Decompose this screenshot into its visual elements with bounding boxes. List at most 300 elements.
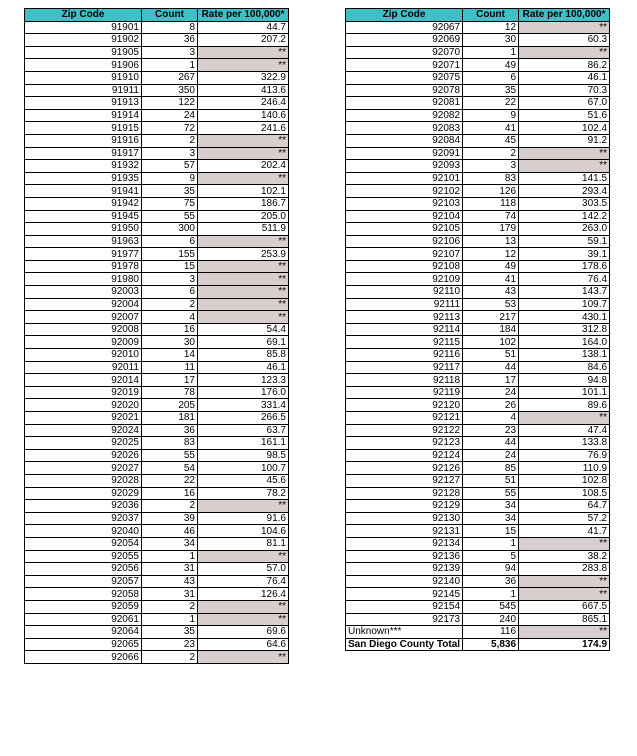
table-row xyxy=(346,437,610,450)
table-row xyxy=(25,122,289,135)
table-row xyxy=(346,197,610,210)
zip-code-cell: 91978 xyxy=(25,260,142,273)
count-cell: 54 xyxy=(142,462,198,475)
table-row xyxy=(25,84,289,97)
rate-cell: 205.0 xyxy=(198,210,289,223)
zip-code-cell: 92173 xyxy=(346,613,463,626)
count-cell: 184 xyxy=(463,323,519,336)
zip-code-cell: 92014 xyxy=(25,374,142,387)
count-cell: 36 xyxy=(142,424,198,437)
table-footer xyxy=(346,626,610,651)
table-row xyxy=(346,462,610,475)
count-cell: 85 xyxy=(463,462,519,475)
count-cell: 3 xyxy=(142,273,198,286)
zip-code-cell: 92122 xyxy=(346,424,463,437)
table-row xyxy=(25,550,289,563)
zip-code-cell: 92020 xyxy=(25,399,142,412)
count-cell: 545 xyxy=(463,600,519,613)
zip-code-cell: 92108 xyxy=(346,260,463,273)
count-header: Count xyxy=(142,9,198,22)
count-cell: 4 xyxy=(142,311,198,324)
rate-cell: 91.2 xyxy=(519,134,610,147)
zip-code-cell: 92058 xyxy=(25,588,142,601)
rate-cell: 102.8 xyxy=(519,474,610,487)
table-row xyxy=(25,260,289,273)
count-cell: 41 xyxy=(463,273,519,286)
zip-code-cell: 92140 xyxy=(346,575,463,588)
count-cell: 300 xyxy=(142,223,198,236)
rate-cell: 101.1 xyxy=(519,386,610,399)
rate-cell: 430.1 xyxy=(519,311,610,324)
table-row xyxy=(346,512,610,525)
zip-code-cell: 91913 xyxy=(25,97,142,110)
rate-cell: 178.6 xyxy=(519,260,610,273)
zip-code-cell: 92026 xyxy=(25,449,142,462)
count-cell: 36 xyxy=(142,34,198,47)
count-cell: 8 xyxy=(142,21,198,34)
count-cell: 45 xyxy=(463,134,519,147)
count-cell: 78 xyxy=(142,386,198,399)
count-cell: 24 xyxy=(463,386,519,399)
rate-cell: 64.7 xyxy=(519,500,610,513)
zip-code-cell: 92127 xyxy=(346,474,463,487)
zip-code-cell: 91977 xyxy=(25,248,142,261)
zip-code-cell: 92119 xyxy=(346,386,463,399)
rate-cell: 94.8 xyxy=(519,374,610,387)
table-row xyxy=(25,97,289,110)
zip-code-cell: 92004 xyxy=(25,298,142,311)
zip-code-cell: 92130 xyxy=(346,512,463,525)
zip-code-cell: 92021 xyxy=(25,412,142,425)
rate-cell: ** xyxy=(198,311,289,324)
count-cell: 3 xyxy=(142,147,198,160)
header-row xyxy=(346,9,610,22)
count-cell: 83 xyxy=(142,437,198,450)
zip-code-cell: 92136 xyxy=(346,550,463,563)
table-row xyxy=(25,575,289,588)
count-cell: 1 xyxy=(142,550,198,563)
header-row xyxy=(25,9,289,22)
zip-code-cell: 92075 xyxy=(346,71,463,84)
zip-code-cell: 92010 xyxy=(25,349,142,362)
table-row xyxy=(25,487,289,500)
zip-table-right xyxy=(345,8,610,651)
zip-code-cell: 92091 xyxy=(346,147,463,160)
zip-code-cell: 91916 xyxy=(25,134,142,147)
rate-cell: 98.5 xyxy=(198,449,289,462)
zip-code-cell: 92081 xyxy=(346,97,463,110)
table-row xyxy=(346,474,610,487)
zip-code-cell: 92065 xyxy=(25,638,142,651)
rate-cell: 38.2 xyxy=(519,550,610,563)
count-cell: 15 xyxy=(463,525,519,538)
rate-cell: 322.9 xyxy=(198,71,289,84)
table-row xyxy=(346,71,610,84)
table-row xyxy=(346,134,610,147)
count-cell: 2 xyxy=(142,600,198,613)
zip-code-cell: 92109 xyxy=(346,273,463,286)
count-cell: 35 xyxy=(463,84,519,97)
count-cell: 16 xyxy=(142,323,198,336)
table-row xyxy=(25,525,289,538)
rate-cell: ** xyxy=(198,273,289,286)
count-cell: 1 xyxy=(463,537,519,550)
count-cell: 1 xyxy=(463,46,519,59)
table-row xyxy=(346,323,610,336)
zip-code-cell: 92078 xyxy=(346,84,463,97)
count-cell: 23 xyxy=(463,424,519,437)
table-row xyxy=(346,122,610,135)
count-cell: 1 xyxy=(142,59,198,72)
zip-code-cell: 92116 xyxy=(346,349,463,362)
count-cell: 2 xyxy=(142,651,198,664)
table-row xyxy=(346,349,610,362)
rate-cell: ** xyxy=(198,613,289,626)
count-cell: 205 xyxy=(142,399,198,412)
zip-code-cell: 92101 xyxy=(346,172,463,185)
table-row xyxy=(346,210,610,223)
rate-cell: 108.5 xyxy=(519,487,610,500)
zip-code-cell: 92102 xyxy=(346,185,463,198)
count-cell: 26 xyxy=(463,399,519,412)
table-row xyxy=(346,575,610,588)
table-row xyxy=(25,424,289,437)
count-cell: 17 xyxy=(463,374,519,387)
table-row xyxy=(346,374,610,387)
count-cell: 31 xyxy=(142,588,198,601)
rate-cell: 47.4 xyxy=(519,424,610,437)
zip-code-cell: 92111 xyxy=(346,298,463,311)
zip-code-cell: 92131 xyxy=(346,525,463,538)
rate-cell: 102.1 xyxy=(198,185,289,198)
zip-code-cell: 92040 xyxy=(25,525,142,538)
rate-cell: 186.7 xyxy=(198,197,289,210)
zip-code-cell: 92121 xyxy=(346,412,463,425)
rate-cell: 207.2 xyxy=(198,34,289,47)
table-row xyxy=(346,386,610,399)
rate-cell: 67.0 xyxy=(519,97,610,110)
zip-code-cell: 92069 xyxy=(346,34,463,47)
rate-cell: ** xyxy=(519,21,610,34)
table-row xyxy=(346,235,610,248)
zip-code-cell: 92145 xyxy=(346,588,463,601)
count-cell: 49 xyxy=(463,260,519,273)
table-row xyxy=(346,588,610,601)
zip-code-cell: 92134 xyxy=(346,537,463,550)
rate-cell: 84.6 xyxy=(519,361,610,374)
table-row xyxy=(346,59,610,72)
rate-cell: 142.2 xyxy=(519,210,610,223)
zip-code-cell: 92084 xyxy=(346,134,463,147)
table-row xyxy=(346,260,610,273)
table-row xyxy=(346,412,610,425)
table-row xyxy=(346,424,610,437)
table-body xyxy=(346,21,610,626)
count-cell: 44 xyxy=(463,361,519,374)
table-row xyxy=(346,399,610,412)
zip-code-cell: 92011 xyxy=(25,361,142,374)
rate-cell: 109.7 xyxy=(519,298,610,311)
count-cell: 43 xyxy=(142,575,198,588)
rate-cell: 161.1 xyxy=(198,437,289,450)
rate-cell: ** xyxy=(519,588,610,601)
zip-code-cell: 92114 xyxy=(346,323,463,336)
zip-code-cell: 92071 xyxy=(346,59,463,72)
rate-cell: 76.4 xyxy=(198,575,289,588)
count-cell: 181 xyxy=(142,412,198,425)
zip-code-cell: 92104 xyxy=(346,210,463,223)
count-cell: 31 xyxy=(142,563,198,576)
zip-code-cell: 92118 xyxy=(346,374,463,387)
rate-cell: 63.7 xyxy=(198,424,289,437)
table-row xyxy=(25,210,289,223)
zip-code-cell: 92007 xyxy=(25,311,142,324)
table-row xyxy=(25,474,289,487)
table-row xyxy=(346,172,610,185)
zip-code-cell: 91914 xyxy=(25,109,142,122)
table-row xyxy=(25,512,289,525)
rate-cell: 511.9 xyxy=(198,223,289,236)
rate-header: Rate per 100,000* xyxy=(198,9,289,22)
table-row xyxy=(346,449,610,462)
rate-cell: ** xyxy=(519,626,610,639)
rate-cell: 241.6 xyxy=(198,122,289,135)
count-cell: 30 xyxy=(142,336,198,349)
rate-cell: 91.6 xyxy=(198,512,289,525)
rate-cell: ** xyxy=(198,286,289,299)
rate-cell: 60.3 xyxy=(519,34,610,47)
count-cell: 126 xyxy=(463,185,519,198)
table-row xyxy=(346,46,610,59)
zip-code-cell: 92083 xyxy=(346,122,463,135)
rate-cell: 85.8 xyxy=(198,349,289,362)
count-cell: 267 xyxy=(142,71,198,84)
rate-cell: 100.7 xyxy=(198,462,289,475)
count-cell: 46 xyxy=(142,525,198,538)
count-cell: 9 xyxy=(463,109,519,122)
count-cell: 11 xyxy=(142,361,198,374)
rate-cell: 413.6 xyxy=(198,84,289,97)
count-header: Count xyxy=(463,9,519,22)
rate-cell: ** xyxy=(198,500,289,513)
zip-code-cell: 92070 xyxy=(346,46,463,59)
zip-code-cell: 92027 xyxy=(25,462,142,475)
count-cell: 155 xyxy=(142,248,198,261)
count-cell: 6 xyxy=(142,235,198,248)
count-cell: 49 xyxy=(463,59,519,72)
rate-cell: ** xyxy=(198,235,289,248)
count-cell: 43 xyxy=(463,286,519,299)
rate-cell: ** xyxy=(198,46,289,59)
rate-cell: 141.5 xyxy=(519,172,610,185)
count-cell: 14 xyxy=(142,349,198,362)
rate-cell: 39.1 xyxy=(519,248,610,261)
count-cell: 34 xyxy=(463,500,519,513)
table-row xyxy=(25,160,289,173)
table-row xyxy=(25,59,289,72)
count-cell: 3 xyxy=(463,160,519,173)
zip-code-cell: 92067 xyxy=(346,21,463,34)
zip-code-cell: 92024 xyxy=(25,424,142,437)
zip-code-cell: 92056 xyxy=(25,563,142,576)
table-row xyxy=(346,34,610,47)
zip-code-cell: 91901 xyxy=(25,21,142,34)
count-cell: 35 xyxy=(142,185,198,198)
rate-cell: 102.4 xyxy=(519,122,610,135)
table-row xyxy=(346,223,610,236)
count-cell: 118 xyxy=(463,197,519,210)
rate-cell: 246.4 xyxy=(198,97,289,110)
table-row xyxy=(25,600,289,613)
rate-cell: 76.4 xyxy=(519,273,610,286)
count-cell: 2 xyxy=(142,298,198,311)
count-cell: 2 xyxy=(142,500,198,513)
rate-cell: ** xyxy=(198,260,289,273)
rate-cell: ** xyxy=(198,172,289,185)
zip-code-cell: 91905 xyxy=(25,46,142,59)
rate-cell: 174.9 xyxy=(519,638,610,651)
count-cell: 6 xyxy=(463,71,519,84)
table-row xyxy=(25,588,289,601)
rate-cell: 57.0 xyxy=(198,563,289,576)
rate-cell: 123.3 xyxy=(198,374,289,387)
table-row xyxy=(346,97,610,110)
rate-cell: ** xyxy=(198,147,289,160)
zip-code-cell: 92036 xyxy=(25,500,142,513)
table-row xyxy=(346,487,610,500)
zip-code-cell: 92028 xyxy=(25,474,142,487)
rate-cell: 44.7 xyxy=(198,21,289,34)
count-cell: 1 xyxy=(142,613,198,626)
zip-code-cell: 92054 xyxy=(25,537,142,550)
rate-cell: 69.1 xyxy=(198,336,289,349)
count-cell: 9 xyxy=(142,172,198,185)
count-cell: 57 xyxy=(142,160,198,173)
rate-cell: 86.2 xyxy=(519,59,610,72)
rate-cell: ** xyxy=(198,550,289,563)
zip-code-cell: 91917 xyxy=(25,147,142,160)
rate-cell: 110.9 xyxy=(519,462,610,475)
rate-cell: ** xyxy=(519,160,610,173)
rate-cell: 138.1 xyxy=(519,349,610,362)
table-row xyxy=(25,374,289,387)
rate-cell: 81.1 xyxy=(198,537,289,550)
count-cell: 5,836 xyxy=(463,638,519,651)
rate-cell: 202.4 xyxy=(198,160,289,173)
table-row xyxy=(25,235,289,248)
total-row xyxy=(346,638,610,651)
count-cell: 217 xyxy=(463,311,519,324)
table-row xyxy=(25,361,289,374)
rate-cell: 51.6 xyxy=(519,109,610,122)
table-row xyxy=(25,273,289,286)
table-row xyxy=(25,437,289,450)
table-row xyxy=(346,537,610,550)
rate-cell: 59.1 xyxy=(519,235,610,248)
table-row xyxy=(25,563,289,576)
table-row xyxy=(25,462,289,475)
table-row xyxy=(25,71,289,84)
zip-code-cell: 92093 xyxy=(346,160,463,173)
count-cell: 22 xyxy=(463,97,519,110)
zip-code-cell: 92055 xyxy=(25,550,142,563)
table-row xyxy=(25,537,289,550)
zip-code-cell: 92106 xyxy=(346,235,463,248)
count-cell: 39 xyxy=(142,512,198,525)
table-row xyxy=(346,160,610,173)
table-row xyxy=(346,147,610,160)
count-cell: 35 xyxy=(142,626,198,639)
rate-cell: 69.6 xyxy=(198,626,289,639)
rate-cell: 253.9 xyxy=(198,248,289,261)
footer-label-cell: San Diego County Total xyxy=(346,638,463,651)
table-row xyxy=(346,550,610,563)
zip-code-cell: 91935 xyxy=(25,172,142,185)
zip-code-cell: 92120 xyxy=(346,399,463,412)
count-cell: 350 xyxy=(142,84,198,97)
zip-code-cell: 91902 xyxy=(25,34,142,47)
table-row xyxy=(25,298,289,311)
table-row xyxy=(346,600,610,613)
zip-code-cell: 92008 xyxy=(25,323,142,336)
zip-code-cell: 92117 xyxy=(346,361,463,374)
zip-code-cell: 92128 xyxy=(346,487,463,500)
table-row xyxy=(25,399,289,412)
rate-cell: 46.1 xyxy=(198,361,289,374)
zip-code-cell: 92064 xyxy=(25,626,142,639)
count-cell: 55 xyxy=(142,210,198,223)
count-cell: 2 xyxy=(142,134,198,147)
rate-cell: 76.9 xyxy=(519,449,610,462)
table-row xyxy=(25,349,289,362)
zip-code-cell: 92061 xyxy=(25,613,142,626)
table-row xyxy=(346,248,610,261)
zip-code-cell: 92129 xyxy=(346,500,463,513)
table-row xyxy=(25,172,289,185)
rate-cell: 126.4 xyxy=(198,588,289,601)
count-cell: 6 xyxy=(142,286,198,299)
rate-cell: 140.6 xyxy=(198,109,289,122)
zip-code-cell: 91945 xyxy=(25,210,142,223)
count-cell: 2 xyxy=(463,147,519,160)
rate-cell: 263.0 xyxy=(519,223,610,236)
zip-code-cell: 92103 xyxy=(346,197,463,210)
zip-code-cell: 92105 xyxy=(346,223,463,236)
rate-cell: 164.0 xyxy=(519,336,610,349)
rate-cell: ** xyxy=(198,134,289,147)
rate-cell: 143.7 xyxy=(519,286,610,299)
table-row xyxy=(25,185,289,198)
count-cell: 1 xyxy=(463,588,519,601)
table-row xyxy=(25,336,289,349)
zip-code-header: Zip Code xyxy=(25,9,142,22)
zip-code-cell: 91963 xyxy=(25,235,142,248)
table-row xyxy=(25,626,289,639)
table-row xyxy=(346,563,610,576)
zip-code-cell: 92110 xyxy=(346,286,463,299)
zip-code-cell: 92107 xyxy=(346,248,463,261)
count-cell: 75 xyxy=(142,197,198,210)
rate-cell: 104.6 xyxy=(198,525,289,538)
table-row xyxy=(346,336,610,349)
rate-cell: 41.7 xyxy=(519,525,610,538)
table-row xyxy=(346,361,610,374)
rate-cell: 266.5 xyxy=(198,412,289,425)
count-cell: 5 xyxy=(463,550,519,563)
count-cell: 41 xyxy=(463,122,519,135)
zip-code-cell: 92003 xyxy=(25,286,142,299)
table-row xyxy=(25,46,289,59)
